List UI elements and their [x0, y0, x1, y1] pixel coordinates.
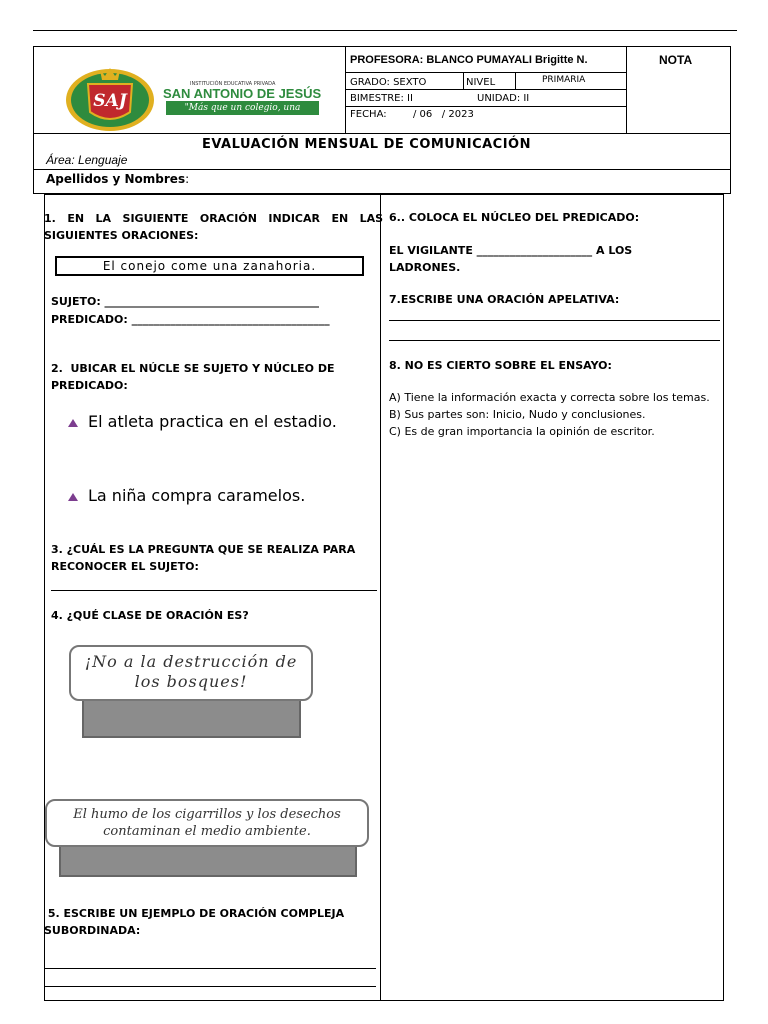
q2-text	[51, 360, 371, 394]
q1-sentence-box	[55, 256, 364, 276]
header-bottom-line	[33, 133, 731, 134]
sign-2-line1: El humo de los cigarrillos y los desechos	[73, 807, 341, 822]
grade-box-label: NOTA	[659, 53, 693, 67]
q5-text	[44, 905, 378, 939]
sign-1-line2: los bosques!	[134, 672, 248, 691]
grade-label: GRADO: SEXTO	[350, 77, 427, 88]
q6-exercise	[389, 242, 719, 276]
school-crest-icon	[60, 62, 160, 132]
q7-text: 7.ESCRIBE UNA ORACIÓN APELATIVA:	[389, 293, 620, 306]
sign-2-bubble	[45, 799, 369, 847]
school-motto: "Más que un colegio, una familia"	[166, 101, 319, 115]
q6-exercise-line1[interactable]: EL VIGILANTE _____________________ A LOS	[389, 244, 633, 257]
school-logo	[60, 62, 330, 132]
q8-text: 8. NO ES CIERTO SOBRE EL ENSAYO:	[389, 359, 612, 372]
top-rule	[33, 30, 737, 31]
q2-sentence-2	[68, 486, 305, 506]
q7-answer-line[interactable]	[389, 320, 720, 321]
school-name: SAN ANTONIO DE JESÚS	[163, 86, 322, 101]
date-value: / 06 / 2023	[413, 109, 474, 120]
level-value: PRIMARIA	[542, 75, 586, 85]
sign-2-line2: contaminan el medio ambiente.	[103, 824, 311, 839]
q8-option-a[interactable]: A) Tiene la información exacta y correcta sobre los temas.	[389, 391, 710, 404]
q5-answer-line[interactable]	[44, 986, 376, 987]
bullet-icon	[68, 419, 78, 427]
q2-sentence-1	[68, 412, 337, 432]
unit-label: UNIDAD: II	[477, 93, 530, 104]
q3-text	[51, 541, 376, 575]
q3-line1: 3. ¿CUÁL ES LA PREGUNTA QUE SE REALIZA PARA	[51, 543, 356, 556]
title-bottom-line	[33, 169, 731, 170]
date-label: FECHA:	[350, 109, 387, 120]
q5-answer-line[interactable]	[44, 968, 376, 969]
header-divider-grade	[463, 72, 464, 89]
q2-sentence-2-text: La niña compra caramelos.	[88, 486, 306, 505]
q1-sentence: El conejo come una zanahoria.	[102, 259, 317, 273]
q1-line2: SIGUIENTES ORACIONES:	[44, 229, 199, 242]
logo-caption: INSTITUCIÓN EDUCATIVA PRIVADA	[190, 81, 276, 87]
column-divider	[380, 194, 381, 1001]
q1-line1: 1. EN LA SIGUIENTE ORACIÓN INDICAR EN LAS	[44, 212, 384, 225]
q2-sentence-1-text: El atleta practica en el estadio.	[88, 412, 337, 431]
q2-line1: 2. UBICAR EL NÚCLE SE SUJETO Y NÚCLEO DE	[51, 362, 335, 375]
header-row-line	[345, 106, 626, 107]
q6-exercise-line2: LADRONES.	[389, 261, 461, 274]
q3-answer-line[interactable]	[51, 590, 377, 591]
bullet-icon	[68, 493, 78, 501]
header-row-line	[345, 72, 626, 73]
name-field	[46, 172, 189, 186]
q5-line2: SUBORDINADA:	[44, 924, 141, 937]
header-row-line	[345, 89, 626, 90]
term-label: BIMESTRE: II	[350, 93, 413, 104]
q2-line2: PREDICADO:	[51, 379, 128, 392]
q1-text	[44, 210, 384, 244]
name-colon: :	[185, 172, 190, 186]
area-label: Área: Lenguaje	[46, 153, 128, 167]
sign-1-line1: ¡No a la destrucción de	[84, 652, 298, 671]
q7-answer-line[interactable]	[389, 340, 720, 341]
q6-text: 6.. COLOCA EL NÚCLEO DEL PREDICADO:	[389, 211, 640, 224]
q8-option-b[interactable]: B) Sus partes son: Inicio, Nudo y conclusiones.	[389, 408, 646, 421]
q8-options	[389, 389, 723, 440]
q3-line2: RECONOCER EL SUJETO:	[51, 560, 199, 573]
q5-line1: 5. ESCRIBE UN EJEMPLO DE ORACIÓN COMPLEJA	[44, 907, 345, 920]
predicate-line[interactable]: PREDICADO: ____________________________________	[51, 313, 330, 326]
q8-option-c[interactable]: C) Es de gran importancia la opinión de escritor.	[389, 425, 655, 438]
sign-1-bubble	[69, 645, 313, 701]
teacher-label: PROFESORA: BLANCO PUMAYALI Brigitte N.	[350, 54, 588, 66]
logo-initials: SAJ	[93, 91, 127, 111]
header-divider-level	[515, 72, 516, 89]
level-label: NIVEL	[466, 77, 496, 88]
subject-line[interactable]: SUJETO: _______________________________________	[51, 295, 320, 308]
header-divider-nota	[626, 46, 627, 133]
name-label: Apellidos y Nombres	[46, 172, 186, 186]
exam-title: EVALUACIÓN MENSUAL DE COMUNICACIÓN	[202, 137, 531, 152]
q4-text: 4. ¿QUÉ CLASE DE ORACIÓN ES?	[51, 609, 249, 622]
